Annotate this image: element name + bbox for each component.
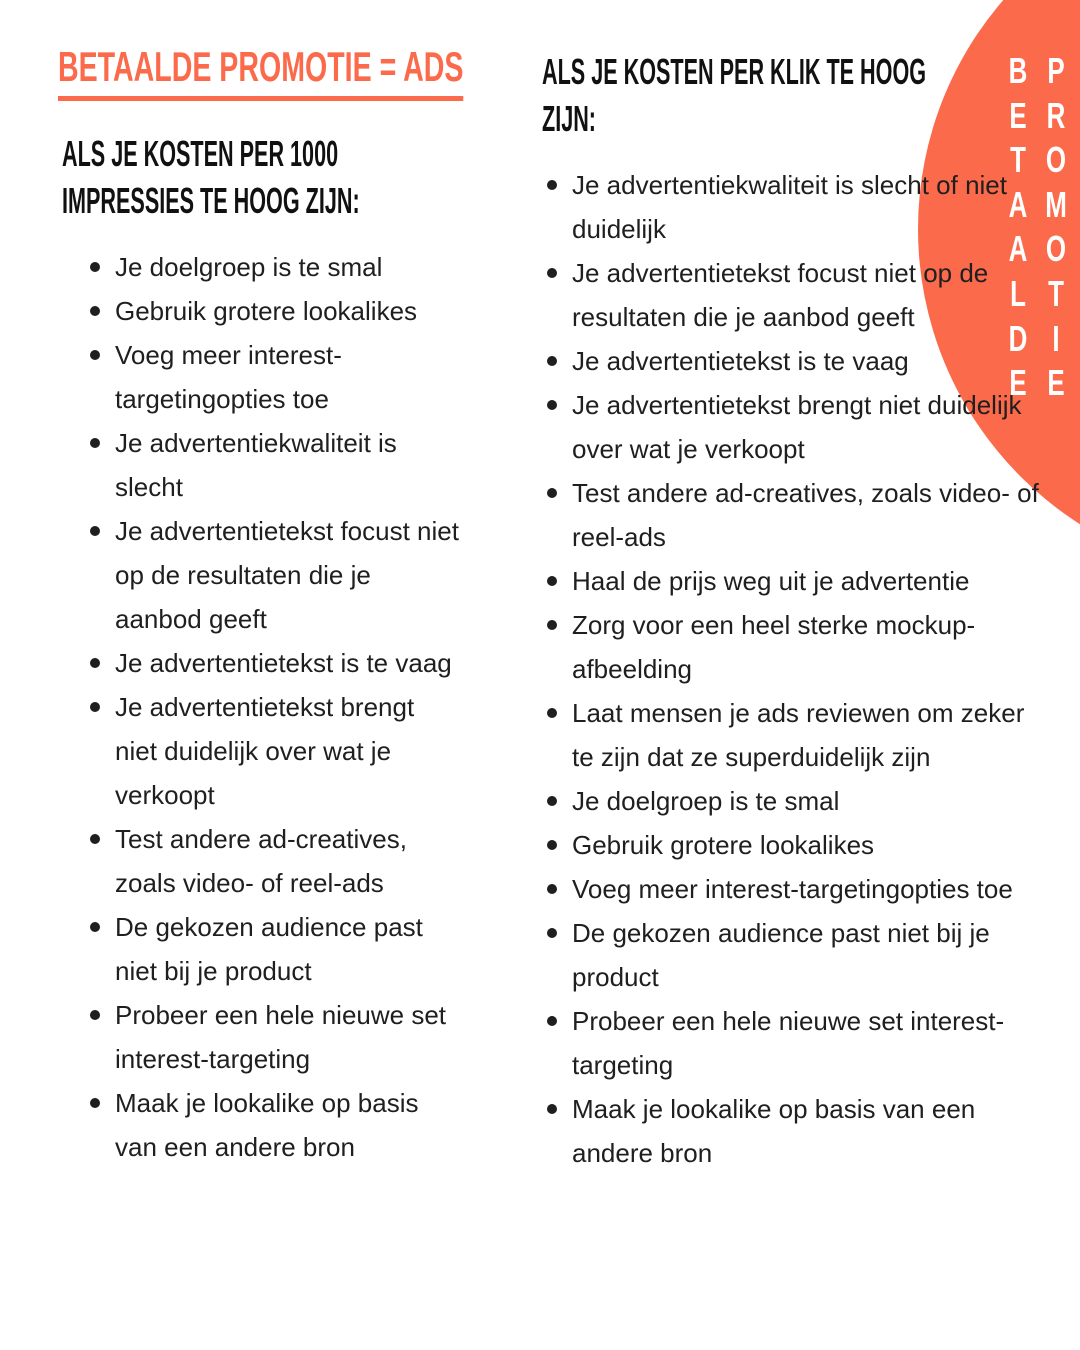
list-item: Test andere ad-creatives, zoals video- of reel-ads: [85, 817, 461, 905]
badge-letter: P: [1047, 50, 1065, 91]
badge-word-betaalde: [1005, 49, 1031, 406]
badge-letter: I: [1052, 317, 1060, 359]
list-item: Je advertentietekst focust niet op de resultaten die je aanbod geeft: [85, 509, 461, 641]
badge-letter: A: [1008, 183, 1028, 225]
list-item: Maak je lookalike op basis van een andere bron: [85, 1081, 461, 1169]
list-item: Je advertentietekst is te vaag: [85, 641, 461, 685]
heading-line: ALS JE KOSTEN PER 1000: [62, 133, 339, 174]
badge-letter: O: [1045, 139, 1067, 181]
list-item: Je advertentiekwaliteit is slecht of niet duidelijk: [542, 163, 1042, 251]
list-item: De gekozen audience past niet bij je product: [542, 911, 1042, 999]
badge-letter: R: [1046, 94, 1066, 136]
list-item: De gekozen audience past niet bij je product: [85, 905, 461, 993]
list-item: Laat mensen je ads reviewen om zeker te zijn dat ze superduidelijk zijn: [542, 691, 1042, 779]
list-item: Je doelgroep is te smal: [85, 245, 461, 289]
badge-letter: E: [1009, 94, 1027, 136]
list-item: Je advertentietekst is te vaag: [542, 339, 1042, 383]
list-item: Gebruik grotere lookalikes: [542, 823, 1042, 867]
list-item: Je advertentietekst brengt niet duidelijk over wat je verkoopt: [542, 383, 1042, 471]
badge-letter: B: [1008, 50, 1028, 91]
list-item: Probeer een hele nieuwe set interest-targeting: [542, 999, 1042, 1087]
badge-letter: T: [1010, 139, 1026, 181]
heading-line: IMPRESSIES TE HOOG ZIJN:: [62, 180, 360, 221]
heading-line: ZIJN:: [542, 98, 596, 139]
cpm-issues-list: [85, 245, 461, 1169]
badge-letter: E: [1009, 362, 1027, 404]
badge-letter: A: [1008, 228, 1028, 270]
badge-letter: M: [1045, 183, 1067, 225]
section-heading-cpc: [542, 48, 926, 142]
heading-line: ALS JE KOSTEN PER KLIK TE HOOG: [542, 51, 927, 92]
page-title: BETAALDE PROMOTIE = ADS: [58, 44, 463, 101]
list-item: Gebruik grotere lookalikes: [85, 289, 461, 333]
list-item: Je advertentietekst brengt niet duidelijk over wat je verkoopt: [85, 685, 461, 817]
list-item: Je doelgroep is te smal: [542, 779, 1042, 823]
list-item: Je advertentietekst focust niet op de resultaten die je aanbod geeft: [542, 251, 1042, 339]
list-item: Je advertentiekwaliteit is slecht: [85, 421, 461, 509]
list-item: Maak je lookalike op basis van een andere bron: [542, 1087, 1042, 1175]
list-item: Voeg meer interest-targetingopties toe: [542, 867, 1042, 911]
list-item: Probeer een hele nieuwe set interest-targeting: [85, 993, 461, 1081]
section-heading-cpm: [62, 130, 360, 224]
badge-letter: D: [1008, 317, 1028, 359]
badge-letter: L: [1010, 272, 1026, 314]
badge-letter: T: [1048, 272, 1064, 314]
badge-word-promotie: [1043, 49, 1069, 406]
list-item: Haal de prijs weg uit je advertentie: [542, 559, 1042, 603]
badge-letter: E: [1047, 362, 1065, 404]
list-item: Zorg voor een heel sterke mockup-afbeelding: [542, 603, 1042, 691]
badge-letter: O: [1045, 228, 1067, 270]
list-item: Test andere ad-creatives, zoals video- of reel-ads: [542, 471, 1042, 559]
list-item: Voeg meer interest-targetingopties toe: [85, 333, 461, 421]
cpc-issues-list: [542, 163, 1042, 1175]
